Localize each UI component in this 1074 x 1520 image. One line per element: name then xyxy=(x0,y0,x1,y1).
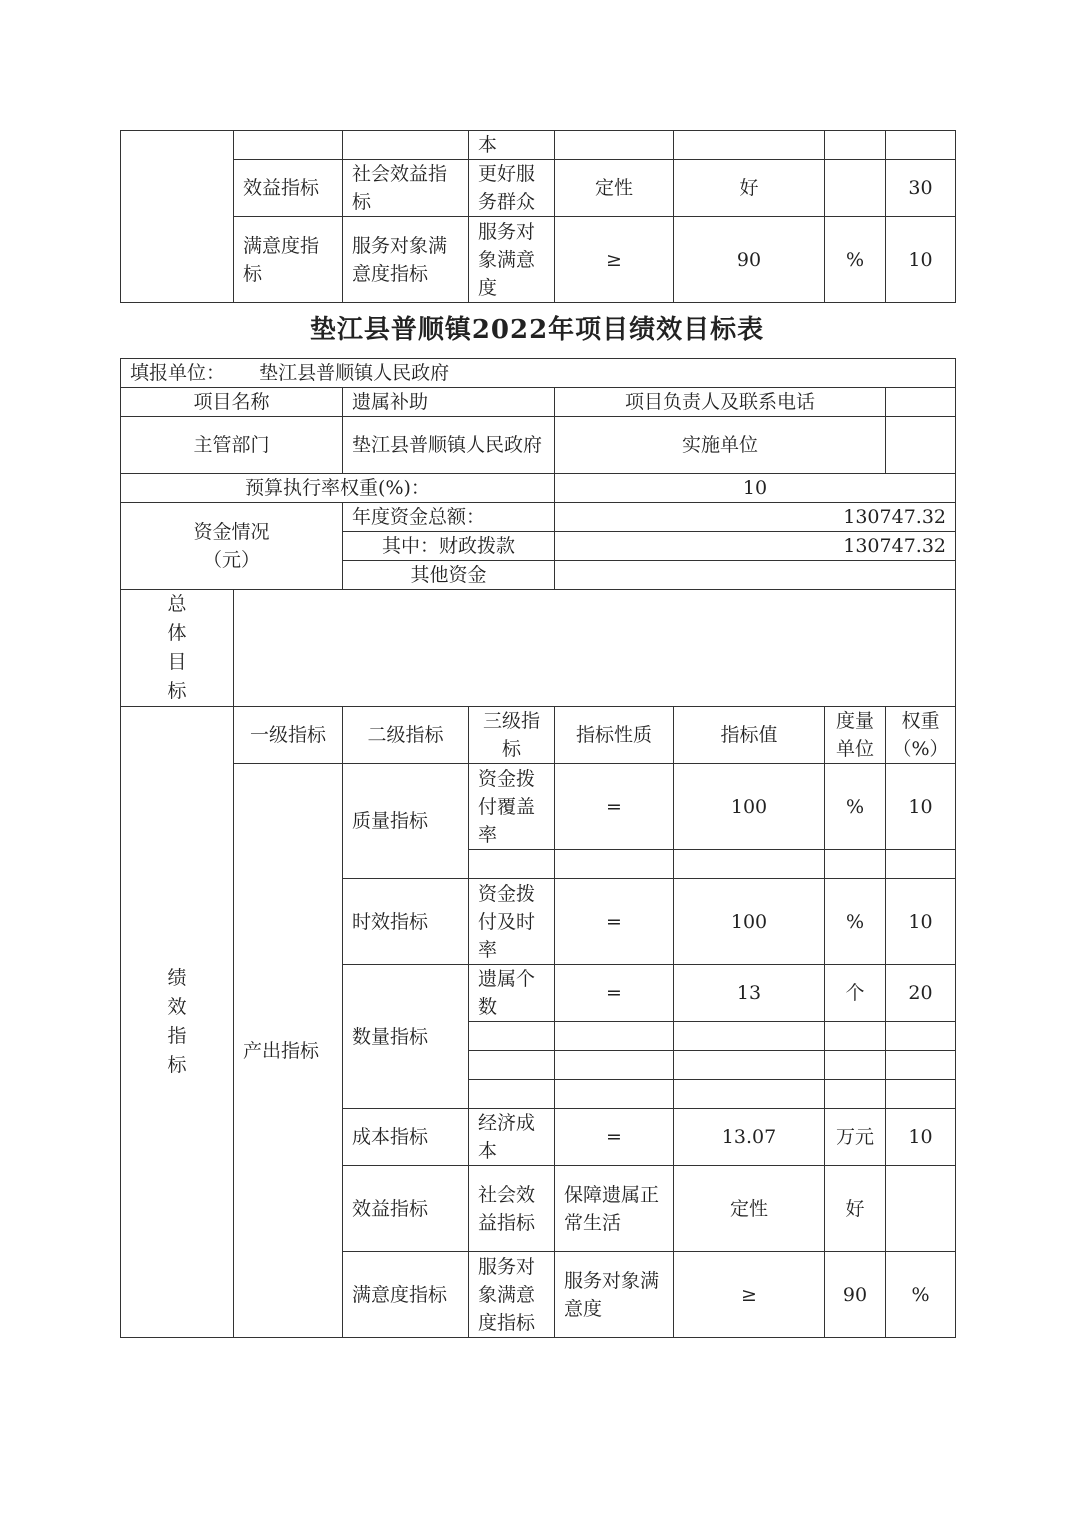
timeliness-indicator-label: 时效指标 xyxy=(343,879,469,965)
timeliness-unit: % xyxy=(825,879,886,965)
contact-label: 项目负责人及联系电话 xyxy=(555,388,886,417)
quality-value: 100 xyxy=(674,764,825,850)
social-nature: 定性 xyxy=(674,1166,825,1252)
timeliness-weight: 10 xyxy=(886,879,956,965)
cont-cell xyxy=(825,131,886,160)
empty-cell xyxy=(555,1022,674,1051)
dept-label: 主管部门 xyxy=(121,417,343,474)
budget-rate-label: 预算执行率权重(%)： xyxy=(121,474,555,503)
fiscal-label: 其中：财政拨款 xyxy=(343,532,555,561)
timeliness-value: 100 xyxy=(674,879,825,965)
cost-unit: 万元 xyxy=(825,1109,886,1166)
overall-goal-value xyxy=(234,590,956,707)
funds-unit: （元） xyxy=(202,549,260,571)
project-name-label: 项目名称 xyxy=(121,388,343,417)
col-header-nature: 指标性质 xyxy=(555,707,674,764)
empty-cell xyxy=(825,1080,886,1109)
other-funds-value xyxy=(555,561,956,590)
cont-weight: 30 xyxy=(886,160,956,217)
fill-unit-value: 垫江县普顺镇人民政府 xyxy=(259,362,450,384)
cont-weight: 10 xyxy=(886,217,956,303)
quality-weight: 10 xyxy=(886,764,956,850)
output-indicator-label: 产出指标 xyxy=(234,764,343,1338)
annual-total-value: 130747.32 xyxy=(555,503,956,532)
benefit-indicator-label: 效益指标 xyxy=(343,1166,469,1252)
cont-cell xyxy=(234,131,343,160)
social-benefit-label: 社会效益指标 xyxy=(469,1166,555,1252)
satisfaction-sub-label: 服务对象满意度指标 xyxy=(469,1252,555,1338)
cont-level3: 本 xyxy=(469,131,555,160)
budget-rate-value: 10 xyxy=(555,474,956,503)
cont-level2: 服务对象满意度指标 xyxy=(343,217,469,303)
empty-cell xyxy=(886,1051,956,1080)
dept-value: 垫江县普顺镇人民政府 xyxy=(343,417,555,474)
empty-cell xyxy=(825,1022,886,1051)
empty-cell xyxy=(674,1022,825,1051)
quality-unit: % xyxy=(825,764,886,850)
satisfaction-value: 90 xyxy=(825,1252,886,1338)
impl-label: 实施单位 xyxy=(555,417,886,474)
empty-cell xyxy=(555,1080,674,1109)
timeliness-level3: 资金拨付及时率 xyxy=(469,879,555,965)
empty-cell xyxy=(886,1080,956,1109)
cont-level1: 效益指标 xyxy=(234,160,343,217)
quality-nature: = xyxy=(555,764,674,850)
empty-cell xyxy=(886,850,956,879)
satisfaction-nature: ≥ xyxy=(674,1252,825,1338)
quantity-unit: 个 xyxy=(825,965,886,1022)
quantity-indicator-label: 数量指标 xyxy=(343,965,469,1109)
empty-cell xyxy=(674,1051,825,1080)
quantity-level3: 遗属个数 xyxy=(469,965,555,1022)
col-header-level1: 一级指标 xyxy=(234,707,343,764)
satisfaction-unit: % xyxy=(886,1252,956,1338)
cont-unit xyxy=(825,160,886,217)
cost-value: 13.07 xyxy=(674,1109,825,1166)
overall-goal-label: 总 体 目 标 xyxy=(121,590,234,707)
fiscal-value: 130747.32 xyxy=(555,532,956,561)
empty-cell xyxy=(469,1080,555,1109)
cost-indicator-label: 成本指标 xyxy=(343,1109,469,1166)
social-value: 好 xyxy=(825,1166,886,1252)
continuation-table xyxy=(120,130,956,303)
cont-level3: 更好服务群众 xyxy=(469,160,555,217)
quality-indicator-label: 质量指标 xyxy=(343,764,469,879)
page-title: 垫江县普顺镇2022年项目绩效目标表 xyxy=(309,315,765,345)
quantity-value: 13 xyxy=(674,965,825,1022)
cont-cell xyxy=(674,131,825,160)
col-header-level3: 三级指标 xyxy=(469,707,555,764)
impl-value xyxy=(886,417,956,474)
empty-cell xyxy=(674,850,825,879)
cont-nature: ≥ xyxy=(555,217,674,303)
cont-cell xyxy=(555,131,674,160)
cont-cell xyxy=(886,131,956,160)
annual-total-label: 年度资金总额： xyxy=(343,503,555,532)
cont-value: 90 xyxy=(674,217,825,303)
project-name-value: 遗属补助 xyxy=(343,388,555,417)
empty-cell xyxy=(825,1051,886,1080)
quantity-nature: = xyxy=(555,965,674,1022)
quality-level3: 资金拨付覆盖率 xyxy=(469,764,555,850)
cont-level3: 服务对象满意度 xyxy=(469,217,555,303)
empty-cell xyxy=(825,850,886,879)
empty-cell xyxy=(886,1022,956,1051)
empty-cell xyxy=(555,850,674,879)
col-header-value: 指标值 xyxy=(674,707,825,764)
fill-unit-row xyxy=(121,359,956,388)
cont-nature: 定性 xyxy=(555,160,674,217)
social-level3: 保障遗属正常生活 xyxy=(555,1166,674,1252)
empty-cell xyxy=(469,1022,555,1051)
empty-cell xyxy=(469,850,555,879)
social-unit xyxy=(886,1166,956,1252)
indicators-section-label: 绩 效 指 标 xyxy=(121,707,234,1338)
col-header-unit: 度量单位 xyxy=(825,707,886,764)
contact-value xyxy=(886,388,956,417)
funds-label-cell xyxy=(121,503,343,590)
cont-unit: % xyxy=(825,217,886,303)
empty-cell xyxy=(555,1051,674,1080)
other-funds-label: 其他资金 xyxy=(343,561,555,590)
empty-cell xyxy=(674,1080,825,1109)
timeliness-nature: = xyxy=(555,879,674,965)
funds-label: 资金情况 xyxy=(193,521,270,543)
cont-level2: 社会效益指标 xyxy=(343,160,469,217)
quantity-weight: 20 xyxy=(886,965,956,1022)
cont-value: 好 xyxy=(674,160,825,217)
empty-cell xyxy=(469,1051,555,1080)
cont-level1: 满意度指标 xyxy=(234,217,343,303)
satisfaction-level3: 服务对象满意度 xyxy=(555,1252,674,1338)
fill-unit-label: 填报单位： xyxy=(130,362,226,384)
col-header-weight: 权重（%） xyxy=(886,707,956,764)
satisfaction-indicator-label: 满意度指标 xyxy=(343,1252,469,1338)
cost-weight: 10 xyxy=(886,1109,956,1166)
performance-target-table xyxy=(120,358,956,1338)
cont-cell xyxy=(343,131,469,160)
cost-nature: = xyxy=(555,1109,674,1166)
cont-blank-cell xyxy=(121,131,234,303)
cost-level3: 经济成本 xyxy=(469,1109,555,1166)
col-header-level2: 二级指标 xyxy=(343,707,469,764)
